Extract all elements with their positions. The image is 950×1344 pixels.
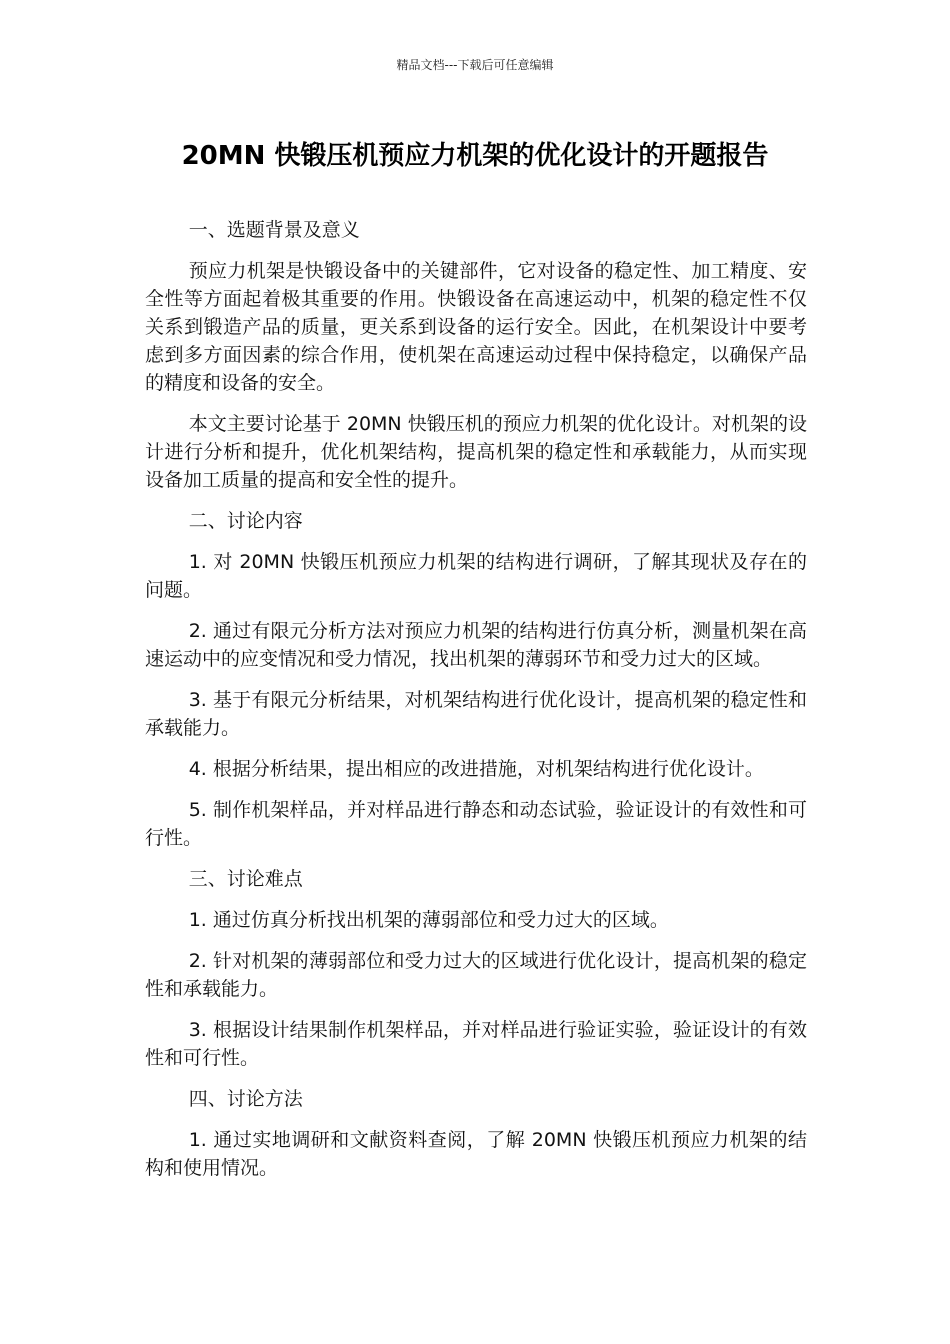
paragraph-background: 预应力机架是快锻设备中的关键部件，它对设备的稳定性、加工精度、安全性等方面起着极其重要的作用。快锻设备在高速运动中，机架的稳定性不仅关系到锻造产品的质量，更关系到设备的运行安全。因此，在机架设计中要考虑到多方面因素的综合作用，使机架在高速运动过程中保持稳定，以确保产品的精度和设备的安全。: [145, 260, 807, 394]
content-item-1: 1. 对 20MN 快锻压机预应力机架的结构进行调研，了解其现状及存在的问题。: [145, 551, 807, 601]
section-heading-methods: 四、讨论方法: [188, 1088, 303, 1110]
paragraph-purpose: 本文主要讨论基于 20MN 快锻压机的预应力机架的优化设计。对机架的设计进行分析和提升，优化机架结构，提高机架的稳定性和承载能力，从而实现设备加工质量的提高和安全性的提升。: [145, 413, 807, 491]
document-body: [145, 216, 807, 1195]
difficulty-item-1: 1. 通过仿真分析找出机架的薄弱部位和受力过大的区域。: [188, 909, 669, 931]
content-item-5: 5. 制作机架样品，并对样品进行静态和动态试验，验证设计的有效性和可行性。: [145, 799, 807, 849]
method-item-1: 1. 通过实地调研和文献资料查阅，了解 20MN 快锻压机预应力机架的结构和使用情况。: [145, 1129, 807, 1179]
content-item-4: 4. 根据分析结果，提出相应的改进措施，对机架结构进行优化设计。: [188, 758, 764, 780]
header-note: 精品文档---下载后可任意编辑: [396, 58, 554, 72]
document-title: 20MN 快锻压机预应力机架的优化设计的开题报告: [181, 141, 769, 171]
section-heading-difficulties: 三、讨论难点: [188, 868, 303, 890]
difficulty-item-3: 3. 根据设计结果制作机架样品，并对样品进行验证实验，验证设计的有效性和可行性。: [145, 1019, 807, 1069]
section-heading-content: 二、讨论内容: [188, 510, 303, 532]
content-item-3: 3. 基于有限元分析结果，对机架结构进行优化设计，提高机架的稳定性和承载能力。: [145, 689, 807, 739]
difficulty-item-2: 2. 针对机架的薄弱部位和受力过大的区域进行优化设计，提高机架的稳定性和承载能力。: [145, 950, 807, 1000]
content-item-2: 2. 通过有限元分析方法对预应力机架的结构进行仿真分析，测量机架在高速运动中的应变情况和受力情况，找出机架的薄弱环节和受力过大的区域。: [145, 620, 807, 670]
section-heading-background: 一、选题背景及意义: [188, 219, 360, 241]
